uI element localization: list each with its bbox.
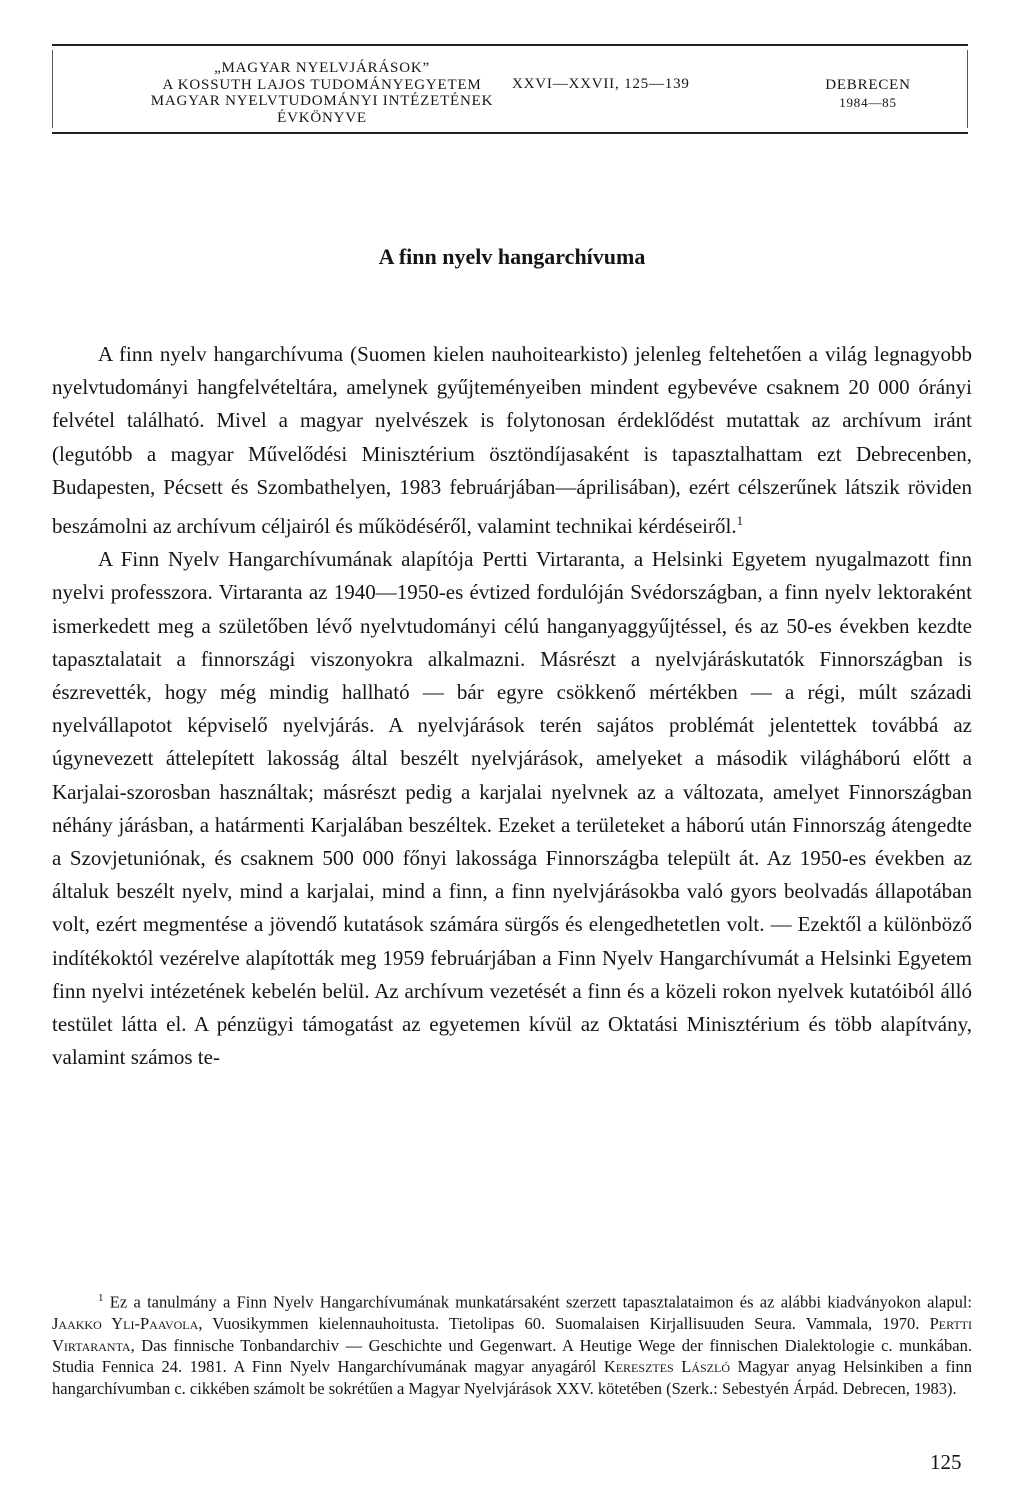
- journal-yearbook-line: ÉVKÖNYVE: [277, 109, 367, 126]
- footnote-text: [52, 1288, 972, 1399]
- volume-pages: XXVI—XXVII, 125—139: [512, 76, 690, 92]
- header-left-border: [52, 50, 53, 128]
- header-right-border: [967, 50, 968, 128]
- article-title: A finn nyelv hangarchívuma: [378, 244, 646, 269]
- footnote-text-part: Ez a tanulmány a Finn Nyelv Hangarchívumának munkatársaként szerzett tapasztalataimon és az alábbi kiadványokon alapul:: [103, 1292, 972, 1312]
- footnote-text-part: Magyar anyag Helsinkiben a finn hangarchívumban c. cikkében számolt be sokrétűen a Magyar Nyelvjárások XXV. kötetében (Szerk.: Sebestyén Árpád. Debrecen, 1983).: [52, 1357, 972, 1398]
- article-body: [52, 338, 972, 1074]
- journal-institute-line: MAGYAR NYELVTUDOMÁNYI INTÉZETÉNEK: [150, 93, 494, 109]
- author-name: Keresztes László: [603, 1357, 731, 1376]
- footnote-reference: 1: [736, 513, 744, 529]
- footnote: [52, 1288, 972, 1399]
- footnote-text-part: , Das finnische Tonbandarchiv — Geschichte und Gegenwart. A Heutige Wege der finnischen Dialektologie c. munkában. Studia Fennica 24. 1981. A Finn Nyelv Hangarchívumának magyar anyagáról: [52, 1335, 972, 1376]
- publication-city: DEBRECEN: [825, 77, 911, 93]
- paragraph: [52, 338, 972, 543]
- journal-title-block: [72, 60, 572, 126]
- publication-place-year: [788, 76, 948, 112]
- paragraph: A Finn Nyelv Hangarchívumának alapítója Pertti Virtaranta, a Helsinki Egyetem nyugalmazott finn nyelvi professzora. Virtaranta az 1940—1950-es évtized fordulóján Svédországban, a finn nyelv lektoraként ismerkedett meg a születőben lévő nyelvtudományi célú hanganyaggyűjtéssel, és az 50-es években kezdte tapasztalatait a finnországi viszonyokra alkalmazni. Másrészt a nyelvjáráskutatók Finnországban is észrevették, hogy még mindig hallható — bár egyre csökkenő mértékben — a régi, múlt századi nyelvállapotot képviselő nyelvjárás. A nyelvjárások terén sajátos problémát jelentettek továbbá az úgynevezett áttelepített lakosság által beszélt nyelvjárások, amelyeket a második világháború előtt a Karjalai-szorosban használtak; másrészt pedig a karjalai nyelvnek az a változata, amelyet Finnországban néhány járásban, a határmenti Karjalában beszéltek. Ezeket a területeket a háború után Finnország átengedte a Szovjetuniónak, és csaknem 500 000 főnyi lakossága Finnországba települt át. Az 1950-es években az általuk beszélt nyelv, mind a karjalai, mind a finn, a finn nyelvjárásokba való gyors beolvadás állapotában volt, ezért megmentése a jövendő kutatások számára sürgős és elengedhetetlen volt. — Ezektől a különböző indítékoktól vezérelve alapították meg 1959 februárjában a Finn Nyelv Hangarchívumát a Helsinki Egyetem finn nyelvi intézetének kebelén belül. Az archívum vezetését a finn és a közeli rokon nyelvek kutatóiból álló testület látta el. A pénzügyi támogatást az egyetemen kívül az Oktatási Minisztérium és több alapítvány, valamint számos te-: [52, 547, 972, 1070]
- footnote-text-part: , Vuosikymmen kielennauhoitusta. Tietolipas 60. Suomalaisen Kirjallisuuden Seura. Vammala, 1970.: [198, 1314, 930, 1333]
- author-name: Pertti Virtaranta: [52, 1314, 973, 1355]
- journal-institution-line: A KOSSUTH LAJOS TUDOMÁNYEGYETEM: [162, 76, 482, 93]
- publication-years: 1984—85: [839, 95, 897, 110]
- paragraph-1-text: A finn nyelv hangarchívuma (Suomen kielen nauhoitearkisto) jelenleg feltehetően a világ legnagyobb nyelvtudományi hangfelvételtára, amelynek gyűjteményeiben mindent egybevéve csaknem 20 000 órányi felvétel található. Mivel a magyar nyelvészek is folytonosan érdeklődést mutattak az archívum iránt (legutóbb a magyar Művelődési Minisztérium ösztöndíjasaként is tapasztalhattam ezt Debrecenben, Budapesten, Pécsett és Szombathelyen, 1983 februárjában—áprilisában), ezért célszerűnek látszik röviden beszámolni az archívum céljairól és működéséről, valamint technikai kérdéseiről.: [52, 342, 972, 539]
- page-number: 125: [930, 1450, 962, 1474]
- journal-series-title: „MAGYAR NYELVJÁRÁSOK”: [214, 60, 430, 76]
- journal-header: [52, 44, 968, 134]
- author-name: Jaakko Yli-Paavola: [52, 1314, 199, 1333]
- footnote-marker: 1: [98, 1292, 104, 1304]
